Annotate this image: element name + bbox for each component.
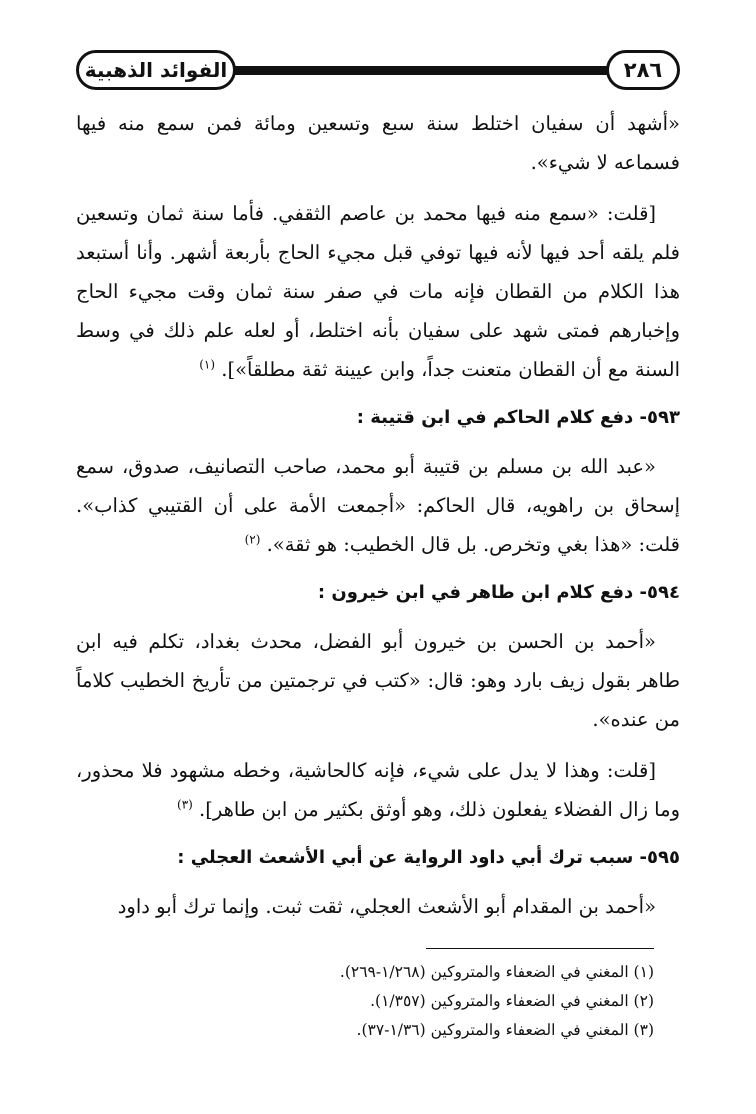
footnote-separator: [426, 948, 654, 949]
page-number: ٢٨٦: [606, 50, 680, 90]
section-heading-595: ٥٩٥- سبب ترك أبي داود الرواية عن أبي الأشعث العجلي :: [177, 847, 680, 868]
header-title: الفوائد الذهبية: [76, 50, 236, 90]
footnote-3: (٣) المغني في الضعفاء والمتروكين (١/٣٦-٣٧).: [356, 1021, 654, 1039]
paragraph-1-text: «أشهد أن سفيان اختلط سنة سبع وتسعين ومائة فمن سمع منه فيها فسماعه لا شيء».: [76, 112, 680, 174]
section-594-comment: [76, 751, 680, 829]
section-593-quote: «عبد الله بن مسلم بن قتيبة أبو محمد، صاحب التصانيف، صدوق، سمع إسحاق بن راهويه، قال الحاكم: «أجمعت الأمة على أن القتيبي كذاب». قلت: «هذا بغي وتخرص. بل قال الخطيب: هو ثقة».: [76, 455, 680, 556]
section-heading-593: ٥٩٣- دفع كلام الحاكم في ابن قتيبة :: [356, 407, 680, 428]
paragraph-2-text: [قلت: «سمع منه فيها محمد بن عاصم الثقفي. فأما سنة ثمان وتسعين فلم يلقه أحد فيها لأنه فيها توفي قبل مجيء الحاج بأربعة أشهر. وأنا أستبعد هذا الكلام من القطان فإنه مات في صفر سنة ثمان وقت مجيء الحاج وإخبارهم فمتى شهد على سفيان بأنه اختلط، أو لعله علم ذلك في وسط السنة مع أن القطان متعنت جداً، وابن عيينة ثقة مطلقاً»].: [76, 202, 680, 381]
section-594-comment-text: [قلت: وهذا لا يدل على شيء، فإنه كالحاشية، وخطه مشهود فلا محذور، وما زال الفضلاء يفعلون ذلك، وهو أوثق بكثير من ابن طاهر].: [76, 759, 680, 821]
page-body: [76, 104, 680, 938]
footnote-ref-2: (٢): [244, 532, 261, 547]
footnote-2: (٢) المغني في الضعفاء والمتروكين (١/٣٥٧).: [370, 992, 654, 1010]
paragraph-1: [76, 104, 680, 182]
section-594-quote: «أحمد بن الحسن بن خيرون أبو الفضل، محدث بغداد، تكلم فيه ابن طاهر بقول زيف بارد وهو: قال: «كتب في ترجمتين من تأريخ الخطيب كلاماً من عنده».: [76, 630, 680, 731]
footnote-1: (١) المغني في الضعفاء والمتروكين (١/٢٦٨-٢٦٩).: [339, 963, 654, 981]
footnote-ref-3: (٣): [177, 797, 193, 812]
section-593-text: [76, 447, 680, 564]
header-rule: [206, 66, 610, 75]
footnote-ref-1: (١): [199, 357, 216, 372]
running-header: [76, 50, 680, 94]
section-595-text: «أحمد بن المقدام أبو الأشعث العجلي، ثقت ثبت. وإنما ترك أبو داود: [117, 895, 656, 918]
section-heading-594: ٥٩٤- دفع كلام ابن طاهر في ابن خيرون :: [317, 582, 680, 603]
paragraph-2: [76, 194, 680, 389]
section-594-text: [76, 622, 680, 739]
footnotes: [76, 958, 654, 1045]
